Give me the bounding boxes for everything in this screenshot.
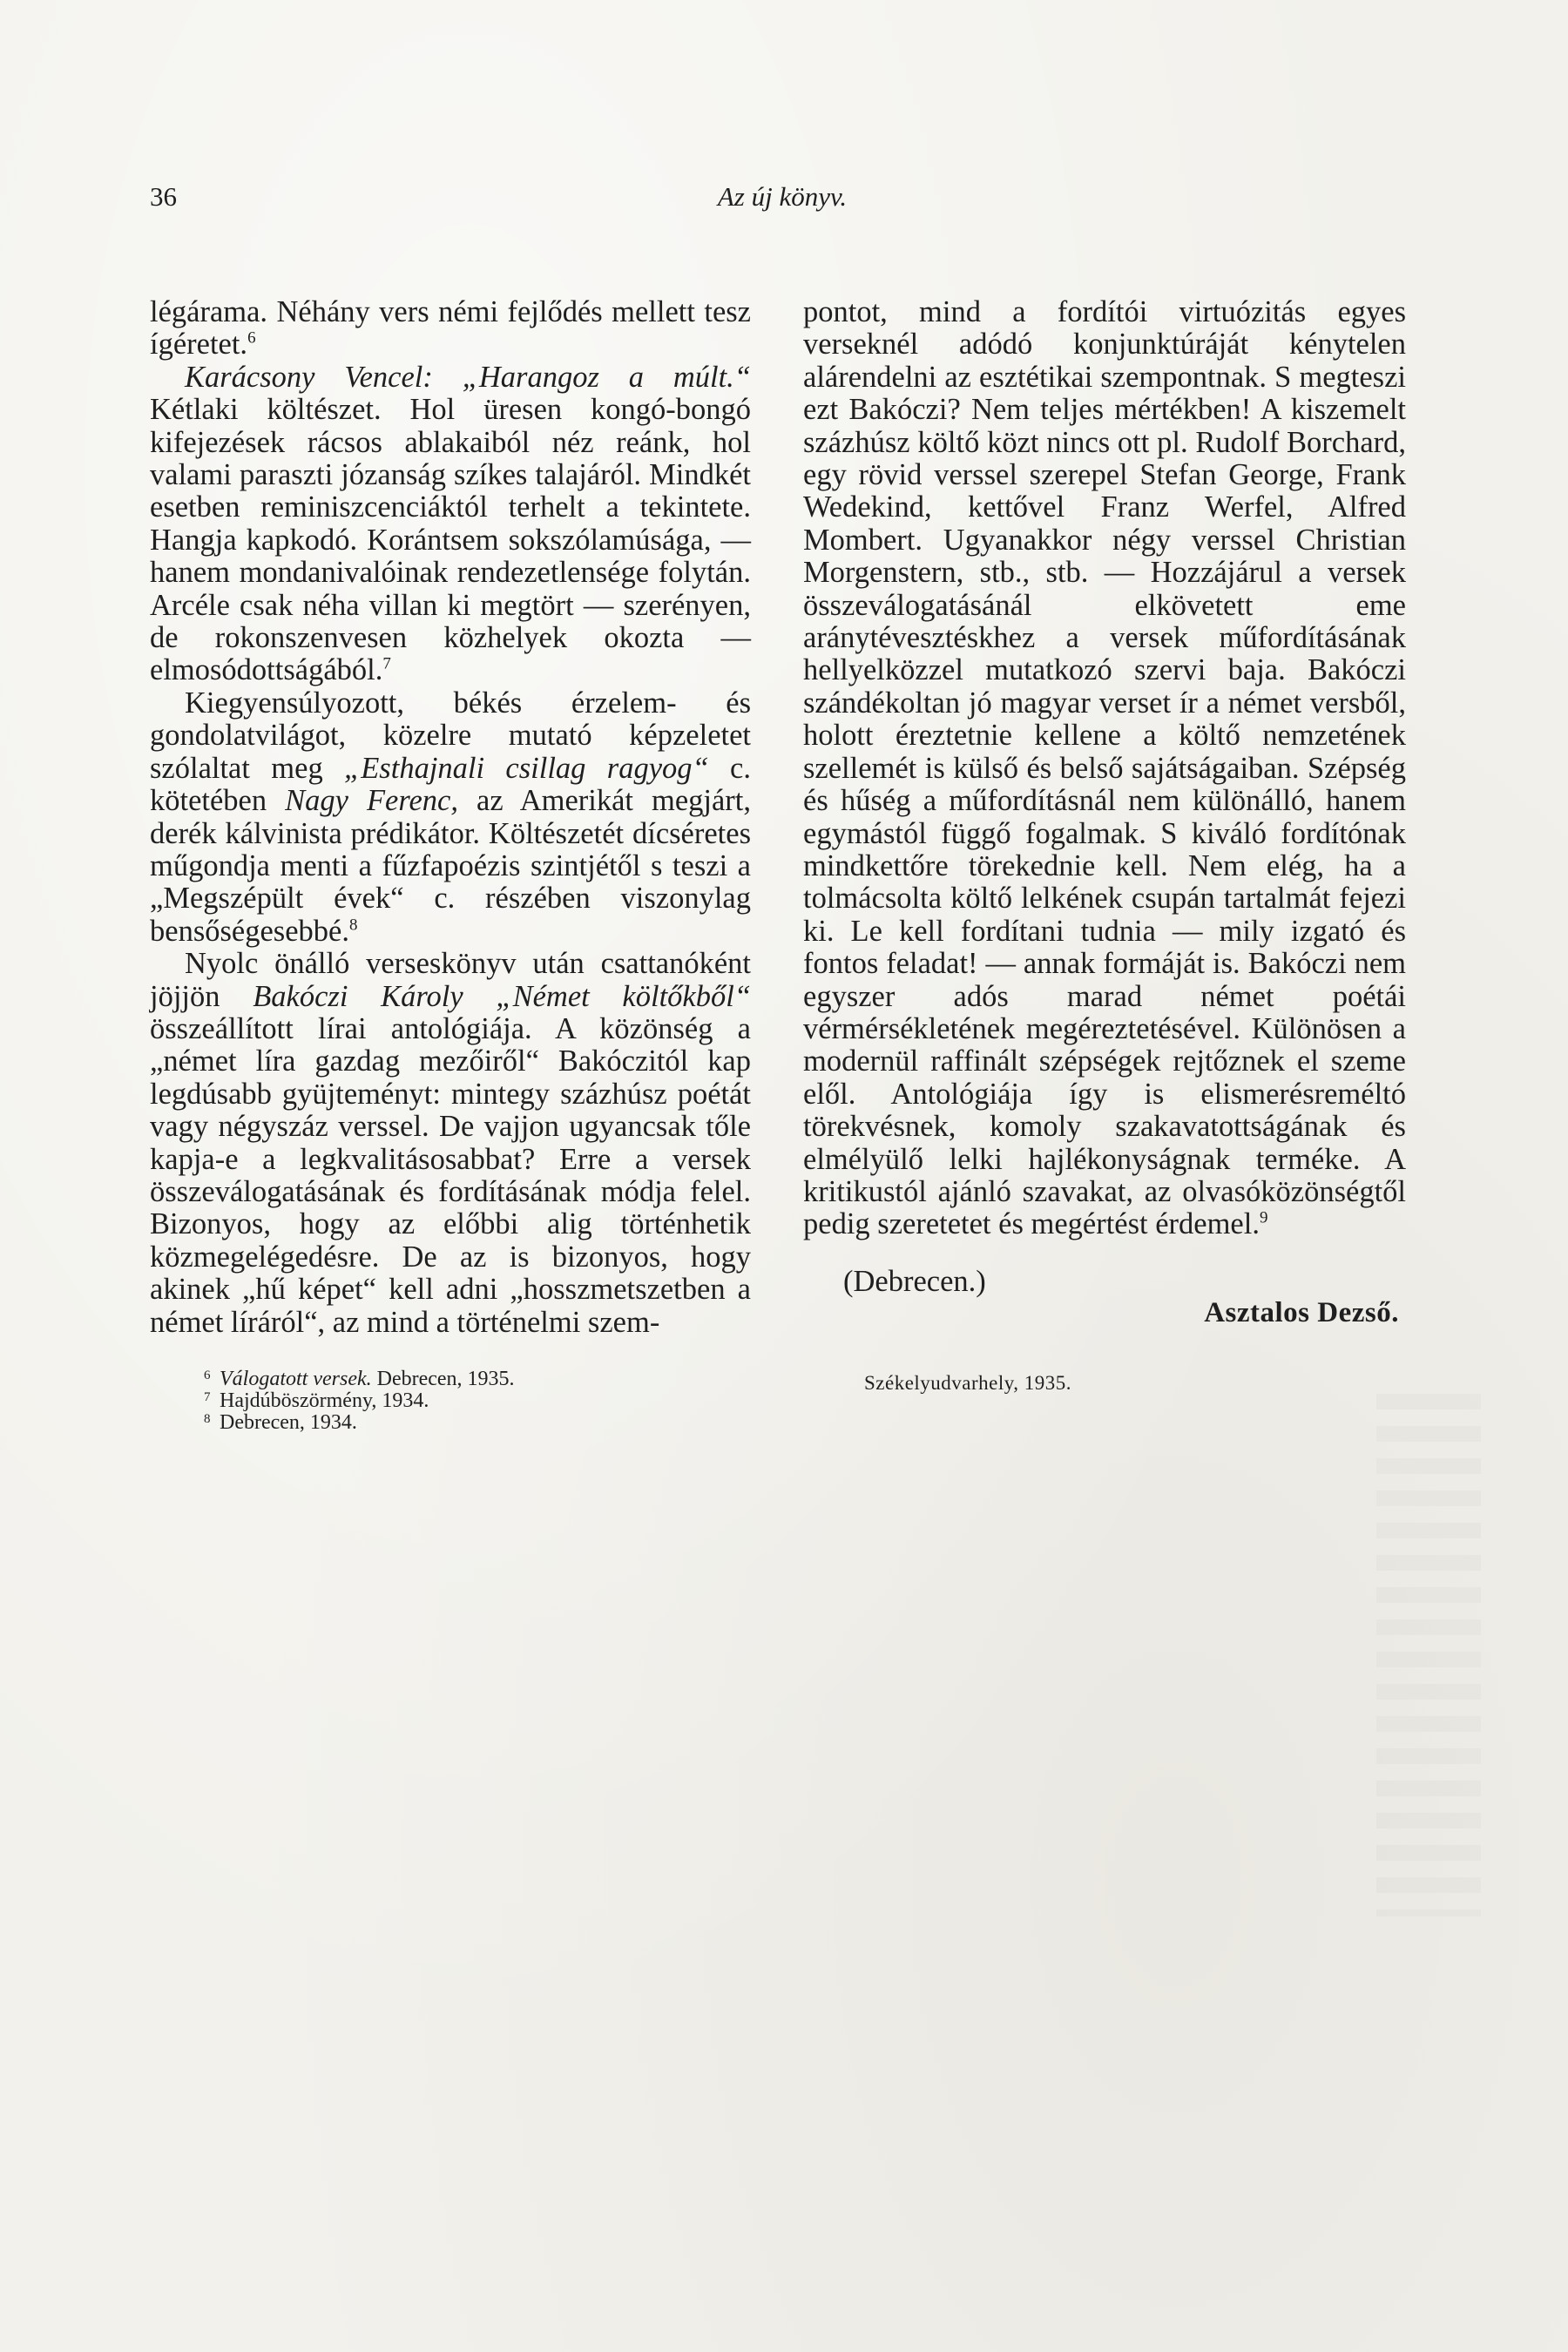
footnote-text: Hajdúböszörmény, 1934.: [220, 1389, 429, 1412]
paragraph: [803, 296, 1406, 1241]
author-name: Nagy Ferenc,: [285, 784, 458, 818]
text-span: c. kötetében: [150, 751, 751, 818]
paragraph: [150, 296, 751, 362]
text-span: az Amerikát megjárt, derék kálvinista prédikátor. Költészetét dícséretes műgondja menti a fűzfapoézis szintjétől s teszi a „Megszépült évek“ c. részében viszonylag bensőségesebbé.: [150, 784, 752, 948]
footnote-ref: 6: [247, 328, 256, 348]
footnote-mark: 8: [204, 1412, 211, 1426]
text-span: Nyolc önálló verseskönyv után csattanóként jöjjön: [150, 947, 751, 1013]
author-name: Bakóczi Károly: [253, 979, 463, 1013]
dateline: Székelyudvarhely, 1935.: [864, 1371, 1072, 1394]
footnote-italic: Válogatott versek.: [220, 1368, 372, 1390]
book-title: „Harangoz a múlt.“: [462, 360, 751, 394]
place: (Debrecen.): [843, 1264, 986, 1298]
footnote: [204, 1368, 751, 1390]
footnote-mark: 6: [204, 1369, 211, 1382]
footnote: [204, 1389, 751, 1412]
author-name: Karácsony Vencel:: [185, 360, 433, 394]
left-column: [150, 296, 751, 1434]
page-number: 36: [150, 181, 177, 212]
text-span: összeállított lírai antológiája. A közönség a „német líra gazdag mezőiről“ Bakóczitól kap legdúsabb gyüjteményt: mintegy százhúsz poétát vagy négyszáz verssel. De vajjon ugyancsak tőle kapja-e a legkvalitásosabbat? Erre a versek összeválogatásának és fordításának módja felel. Bizonyos, hogy az előbbi alig történhetik közmegelégedésre. De az is bizonyos, hogy akinek „hű képet“ kell adni „hosszmetszetben a német líráról“, az mind a történelmi szem-: [150, 1011, 751, 1339]
paragraph: [150, 948, 751, 1339]
footnote-ref: 7: [382, 654, 391, 673]
right-column: [803, 295, 1406, 1394]
show-through-texture: [1376, 1394, 1481, 1916]
text-span: légárama. Néhány vers némi fejlődés mellett tesz ígéretet.: [150, 295, 751, 362]
book-title: „Német költőkből“: [496, 979, 751, 1013]
text-span: Kiegyensúlyozott, békés érzelem- és gondolatvilágot, közelre mutató képzeletet szólaltat meg: [150, 686, 751, 785]
footnote-ref: 9: [1259, 1208, 1268, 1227]
footnote: [204, 1411, 751, 1434]
book-title: „Esthajnali csillag ragyog“: [344, 751, 709, 785]
footnote-text: Debrecen, 1935.: [371, 1368, 515, 1390]
paragraph: [150, 687, 751, 948]
footnote-text: Debrecen, 1934.: [220, 1411, 357, 1434]
footnote-ref: 8: [348, 916, 358, 935]
reviewer-name: Asztalos Dezső.: [1204, 1296, 1399, 1328]
paragraph: [150, 362, 751, 687]
footnotes: [150, 1369, 751, 1434]
page-header: [150, 181, 1415, 223]
running-title: Az új könyv.: [717, 181, 848, 212]
footnote-mark: 7: [204, 1390, 211, 1404]
signature-block: [803, 1264, 1406, 1394]
text-span: pontot, mind a fordítói virtuózitás egyes verseknél adódó konjunktúráját kénytelen alárendelni az esztétikai szempontnak. S megteszi ezt Bakóczi? Nem teljes mértékben! A kiszemelt százhúsz költő közt nincs ott pl. Rudolf Borchard, egy rövid verssel szerepel Stefan George, Frank Wedekind, kettővel Franz Werfel, Alfred Mombert. Ugyanakkor négy verssel Christian Morgenstern, stb., stb. — Hozzájárul a versek összeválogatásánál elkövetett eme aránytévesztéskhez a versek műfordításának hellyelközzel mutatkozó szervi baja. Bakóczi szándékoltan jó magyar verset ír a német versből, holott éreztetnie kellene a költő nemzetének szellemét is külső és belső sajátságaiban. Szépség és hűség a műfordításnál nem különálló, hanem egymástól függő fogalmak. S kiváló fordítónak mindkettőre törekednie kell. Nem elég, ha a tolmácsolta költő lelkének csupán tartalmát fejezi ki. Le kell fordítani tudnia — mily izgató és fontos feladat! — annak formáját is. Bakóczi nem egyszer adós marad német poétái vérmérsékletének megéreztetésével. Különösen a modernül raffinált szépségek rejtőznek el szeme elől. Antológiája így is elismerésreméltó törekvésnek, komoly szakavatottságának és elmélyülő lelki hajlékonyságnak terméke. A kritikustól ajánló szavakat, az olvasóközönségtől pedig szeretetet és megértést érdemel.: [803, 295, 1406, 1241]
text-span: Kétlaki költészet. Hol üresen kongó-bongó kifejezések rácsos ablakaiból néz reánk, hol valami paraszti józanság szíkes talajáról. Mindkét esetben reminiszcenciáktól terhelt a tekintete. Hangja kapkodó. Korántsem sokszólamúsága, — hanem mondanivalóinak rendezetlensége folytán. Arcéle csak néha villan ki megtört — szerényen, de rokonszenvesen közhelyek okozta — elmosódottságából.: [150, 393, 751, 687]
